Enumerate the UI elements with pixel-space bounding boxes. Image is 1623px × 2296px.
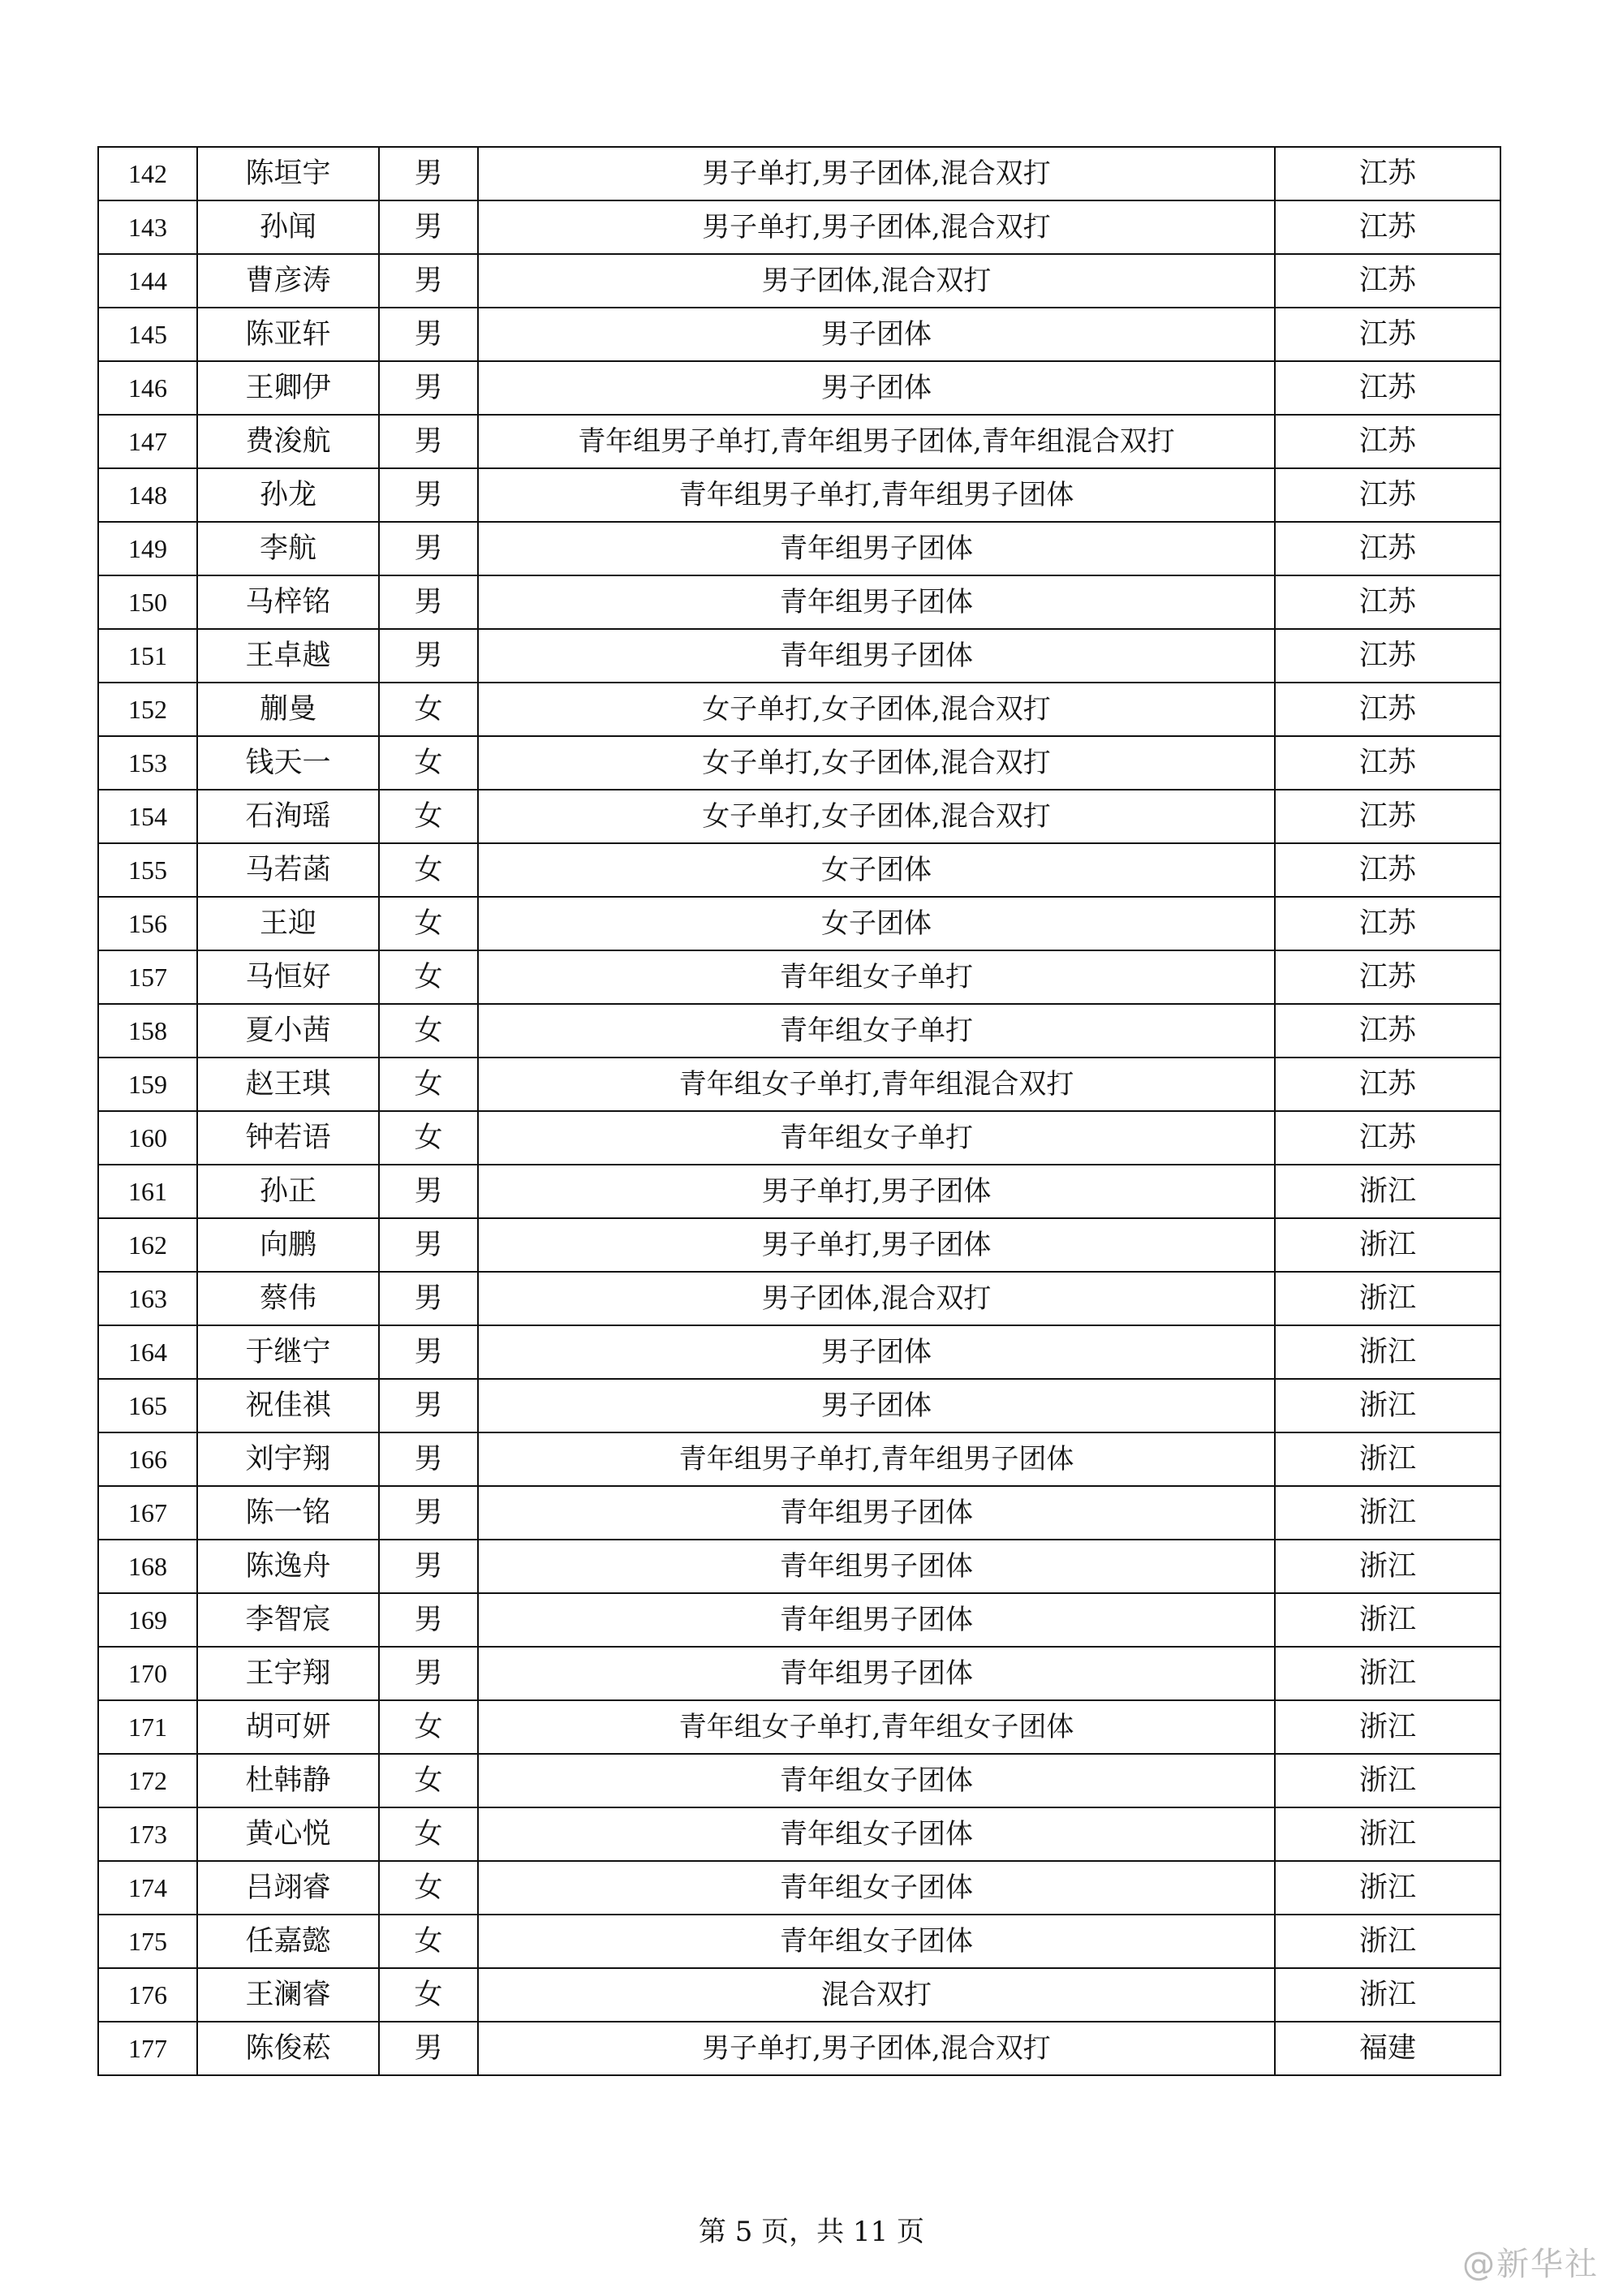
cell-number: 170 [98, 1647, 197, 1700]
cell-name: 钱天一 [197, 736, 379, 790]
table-row [98, 843, 1500, 897]
cell-events: 女子单打,女子团体,混合双打 [478, 790, 1275, 843]
cell-name: 任嘉懿 [197, 1915, 379, 1968]
cell-number: 162 [98, 1218, 197, 1272]
cell-gender: 女 [379, 843, 478, 897]
cell-name: 于继宁 [197, 1325, 379, 1379]
table-row [98, 468, 1500, 522]
cell-events: 男子单打,男子团体,混合双打 [478, 147, 1275, 200]
cell-number: 153 [98, 736, 197, 790]
cell-number: 172 [98, 1754, 197, 1807]
table-row [98, 1379, 1500, 1432]
cell-gender: 女 [379, 1700, 478, 1754]
cell-name: 费浚航 [197, 415, 379, 468]
cell-gender: 男 [379, 2022, 478, 2075]
cell-events: 男子单打,男子团体,混合双打 [478, 200, 1275, 254]
cell-number: 144 [98, 254, 197, 308]
cell-region: 江苏 [1275, 522, 1500, 575]
cell-name: 孙龙 [197, 468, 379, 522]
cell-gender: 男 [379, 147, 478, 200]
cell-name: 蔡伟 [197, 1272, 379, 1325]
table-row [98, 575, 1500, 629]
cell-name: 陈一铭 [197, 1486, 379, 1540]
cell-number: 158 [98, 1004, 197, 1058]
cell-name: 黄心悦 [197, 1807, 379, 1861]
cell-gender: 男 [379, 308, 478, 361]
cell-events: 青年组女子单打 [478, 950, 1275, 1004]
cell-region: 江苏 [1275, 147, 1500, 200]
cell-region: 江苏 [1275, 415, 1500, 468]
cell-number: 145 [98, 308, 197, 361]
cell-region: 浙江 [1275, 1540, 1500, 1593]
cell-gender: 女 [379, 1807, 478, 1861]
cell-number: 143 [98, 200, 197, 254]
cell-events: 女子团体 [478, 897, 1275, 950]
cell-number: 177 [98, 2022, 197, 2075]
cell-events: 男子单打,男子团体 [478, 1218, 1275, 1272]
cell-gender: 男 [379, 1593, 478, 1647]
cell-number: 152 [98, 683, 197, 736]
cell-events: 青年组男子团体 [478, 629, 1275, 683]
cell-region: 江苏 [1275, 629, 1500, 683]
table-row [98, 1968, 1500, 2022]
cell-gender: 男 [379, 1325, 478, 1379]
cell-name: 孙正 [197, 1165, 379, 1218]
cell-name: 陈俊菘 [197, 2022, 379, 2075]
cell-name: 石洵瑶 [197, 790, 379, 843]
cell-region: 江苏 [1275, 308, 1500, 361]
cell-region: 江苏 [1275, 843, 1500, 897]
cell-name: 杜韩静 [197, 1754, 379, 1807]
cell-number: 147 [98, 415, 197, 468]
cell-events: 男子团体 [478, 1379, 1275, 1432]
cell-gender: 男 [379, 1272, 478, 1325]
cell-gender: 女 [379, 736, 478, 790]
cell-name: 祝佳祺 [197, 1379, 379, 1432]
cell-gender: 男 [379, 1540, 478, 1593]
cell-events: 青年组女子团体 [478, 1807, 1275, 1861]
cell-gender: 男 [379, 1165, 478, 1218]
cell-gender: 男 [379, 1218, 478, 1272]
cell-events: 青年组男子团体 [478, 1647, 1275, 1700]
cell-name: 李智宸 [197, 1593, 379, 1647]
table-row [98, 1111, 1500, 1165]
cell-events: 男子团体,混合双打 [478, 1272, 1275, 1325]
cell-region: 江苏 [1275, 575, 1500, 629]
roster-table [97, 146, 1501, 2076]
cell-name: 胡可妍 [197, 1700, 379, 1754]
cell-events: 男子团体,混合双打 [478, 254, 1275, 308]
cell-region: 浙江 [1275, 1807, 1500, 1861]
xinhua-watermark: @新华社 [1462, 2246, 1599, 2283]
cell-region: 浙江 [1275, 1968, 1500, 2022]
table-row [98, 1754, 1500, 1807]
cell-name: 马若菡 [197, 843, 379, 897]
cell-gender: 男 [379, 1379, 478, 1432]
cell-events: 青年组男子团体 [478, 575, 1275, 629]
cell-gender: 男 [379, 629, 478, 683]
cell-events: 混合双打 [478, 1968, 1275, 2022]
cell-region: 浙江 [1275, 1218, 1500, 1272]
cell-number: 149 [98, 522, 197, 575]
table-row [98, 1700, 1500, 1754]
table-row [98, 1807, 1500, 1861]
cell-name: 曹彦涛 [197, 254, 379, 308]
cell-gender: 女 [379, 1058, 478, 1111]
cell-number: 156 [98, 897, 197, 950]
cell-name: 陈亚轩 [197, 308, 379, 361]
cell-name: 吕翊睿 [197, 1861, 379, 1915]
cell-region: 浙江 [1275, 1915, 1500, 1968]
table-row [98, 790, 1500, 843]
table-row [98, 1486, 1500, 1540]
cell-region: 浙江 [1275, 1647, 1500, 1700]
cell-name: 钟若语 [197, 1111, 379, 1165]
cell-events: 青年组男子团体 [478, 1486, 1275, 1540]
table-row [98, 254, 1500, 308]
cell-name: 蒯曼 [197, 683, 379, 736]
table-row [98, 1325, 1500, 1379]
cell-number: 150 [98, 575, 197, 629]
cell-number: 175 [98, 1915, 197, 1968]
cell-gender: 女 [379, 1915, 478, 1968]
cell-name: 赵王琪 [197, 1058, 379, 1111]
page-number-footer: 第 5 页，共 11 页 [698, 2216, 925, 2248]
table-row [98, 1004, 1500, 1058]
cell-name: 王澜睿 [197, 1968, 379, 2022]
cell-number: 157 [98, 950, 197, 1004]
cell-number: 148 [98, 468, 197, 522]
cell-name: 马恒好 [197, 950, 379, 1004]
cell-events: 青年组男子单打,青年组男子团体 [478, 1432, 1275, 1486]
roster-body [98, 147, 1500, 2075]
cell-gender: 女 [379, 897, 478, 950]
cell-events: 青年组女子团体 [478, 1861, 1275, 1915]
cell-number: 155 [98, 843, 197, 897]
cell-name: 夏小茜 [197, 1004, 379, 1058]
cell-region: 江苏 [1275, 1004, 1500, 1058]
cell-name: 马梓铭 [197, 575, 379, 629]
cell-name: 陈逸舟 [197, 1540, 379, 1593]
cell-events: 男子团体 [478, 308, 1275, 361]
cell-name: 陈垣宇 [197, 147, 379, 200]
cell-number: 151 [98, 629, 197, 683]
cell-name: 王宇翔 [197, 1647, 379, 1700]
cell-events: 青年组女子单打 [478, 1111, 1275, 1165]
cell-region: 江苏 [1275, 1111, 1500, 1165]
cell-region: 江苏 [1275, 200, 1500, 254]
cell-number: 169 [98, 1593, 197, 1647]
cell-gender: 男 [379, 254, 478, 308]
cell-region: 江苏 [1275, 683, 1500, 736]
cell-number: 159 [98, 1058, 197, 1111]
table-row [98, 629, 1500, 683]
table-row [98, 308, 1500, 361]
cell-events: 青年组男子团体 [478, 1593, 1275, 1647]
cell-name: 王卓越 [197, 629, 379, 683]
cell-gender: 男 [379, 522, 478, 575]
cell-number: 163 [98, 1272, 197, 1325]
cell-region: 江苏 [1275, 1058, 1500, 1111]
cell-gender: 男 [379, 575, 478, 629]
table-row [98, 1915, 1500, 1968]
cell-gender: 女 [379, 683, 478, 736]
table-row [98, 1593, 1500, 1647]
cell-number: 174 [98, 1861, 197, 1915]
cell-number: 165 [98, 1379, 197, 1432]
table-row [98, 1432, 1500, 1486]
cell-region: 江苏 [1275, 897, 1500, 950]
cell-events: 青年组女子团体 [478, 1915, 1275, 1968]
cell-gender: 女 [379, 1111, 478, 1165]
cell-name: 向鹏 [197, 1218, 379, 1272]
cell-gender: 男 [379, 200, 478, 254]
cell-region: 江苏 [1275, 736, 1500, 790]
table-row [98, 1165, 1500, 1218]
cell-gender: 女 [379, 1861, 478, 1915]
cell-region: 浙江 [1275, 1165, 1500, 1218]
cell-gender: 男 [379, 1486, 478, 1540]
table-row [98, 736, 1500, 790]
cell-number: 160 [98, 1111, 197, 1165]
cell-gender: 女 [379, 1754, 478, 1807]
cell-name: 刘宇翔 [197, 1432, 379, 1486]
table-row [98, 361, 1500, 415]
cell-events: 男子团体 [478, 1325, 1275, 1379]
cell-region: 浙江 [1275, 1432, 1500, 1486]
cell-region: 浙江 [1275, 1593, 1500, 1647]
table-row [98, 1058, 1500, 1111]
cell-name: 孙闻 [197, 200, 379, 254]
cell-region: 浙江 [1275, 1861, 1500, 1915]
cell-gender: 女 [379, 1004, 478, 1058]
cell-number: 164 [98, 1325, 197, 1379]
table-row [98, 1861, 1500, 1915]
cell-region: 江苏 [1275, 468, 1500, 522]
cell-events: 女子团体 [478, 843, 1275, 897]
cell-events: 男子团体 [478, 361, 1275, 415]
cell-events: 青年组男子团体 [478, 522, 1275, 575]
table-row [98, 1272, 1500, 1325]
cell-gender: 男 [379, 415, 478, 468]
table-row [98, 1647, 1500, 1700]
cell-region: 浙江 [1275, 1700, 1500, 1754]
cell-number: 142 [98, 147, 197, 200]
table-row [98, 897, 1500, 950]
cell-region: 江苏 [1275, 790, 1500, 843]
cell-region: 浙江 [1275, 1486, 1500, 1540]
cell-number: 176 [98, 1968, 197, 2022]
table-row [98, 200, 1500, 254]
cell-region: 浙江 [1275, 1272, 1500, 1325]
cell-name: 王卿伊 [197, 361, 379, 415]
cell-gender: 女 [379, 950, 478, 1004]
cell-events: 青年组男子单打,青年组男子团体,青年组混合双打 [478, 415, 1275, 468]
cell-region: 江苏 [1275, 254, 1500, 308]
cell-number: 167 [98, 1486, 197, 1540]
cell-events: 女子单打,女子团体,混合双打 [478, 683, 1275, 736]
table-row [98, 415, 1500, 468]
cell-region: 江苏 [1275, 361, 1500, 415]
cell-gender: 男 [379, 361, 478, 415]
cell-region: 浙江 [1275, 1379, 1500, 1432]
cell-region: 福建 [1275, 2022, 1500, 2075]
cell-region: 江苏 [1275, 950, 1500, 1004]
cell-events: 青年组女子单打,青年组混合双打 [478, 1058, 1275, 1111]
cell-number: 146 [98, 361, 197, 415]
cell-number: 168 [98, 1540, 197, 1593]
cell-gender: 女 [379, 1968, 478, 2022]
table-row [98, 1218, 1500, 1272]
cell-gender: 男 [379, 1647, 478, 1700]
table-row [98, 950, 1500, 1004]
cell-region: 浙江 [1275, 1754, 1500, 1807]
cell-number: 173 [98, 1807, 197, 1861]
cell-number: 171 [98, 1700, 197, 1754]
table-row [98, 1540, 1500, 1593]
table-row [98, 147, 1500, 200]
cell-events: 女子单打,女子团体,混合双打 [478, 736, 1275, 790]
cell-gender: 女 [379, 790, 478, 843]
cell-name: 王迎 [197, 897, 379, 950]
cell-events: 青年组女子单打 [478, 1004, 1275, 1058]
cell-gender: 男 [379, 468, 478, 522]
table-row [98, 683, 1500, 736]
cell-number: 161 [98, 1165, 197, 1218]
cell-events: 青年组男子单打,青年组男子团体 [478, 468, 1275, 522]
cell-number: 166 [98, 1432, 197, 1486]
cell-number: 154 [98, 790, 197, 843]
cell-gender: 男 [379, 1432, 478, 1486]
table-row [98, 2022, 1500, 2075]
cell-events: 男子单打,男子团体 [478, 1165, 1275, 1218]
table-row [98, 522, 1500, 575]
cell-events: 男子单打,男子团体,混合双打 [478, 2022, 1275, 2075]
cell-events: 青年组女子单打,青年组女子团体 [478, 1700, 1275, 1754]
cell-events: 青年组男子团体 [478, 1540, 1275, 1593]
cell-name: 李航 [197, 522, 379, 575]
cell-region: 浙江 [1275, 1325, 1500, 1379]
cell-events: 青年组女子团体 [478, 1754, 1275, 1807]
